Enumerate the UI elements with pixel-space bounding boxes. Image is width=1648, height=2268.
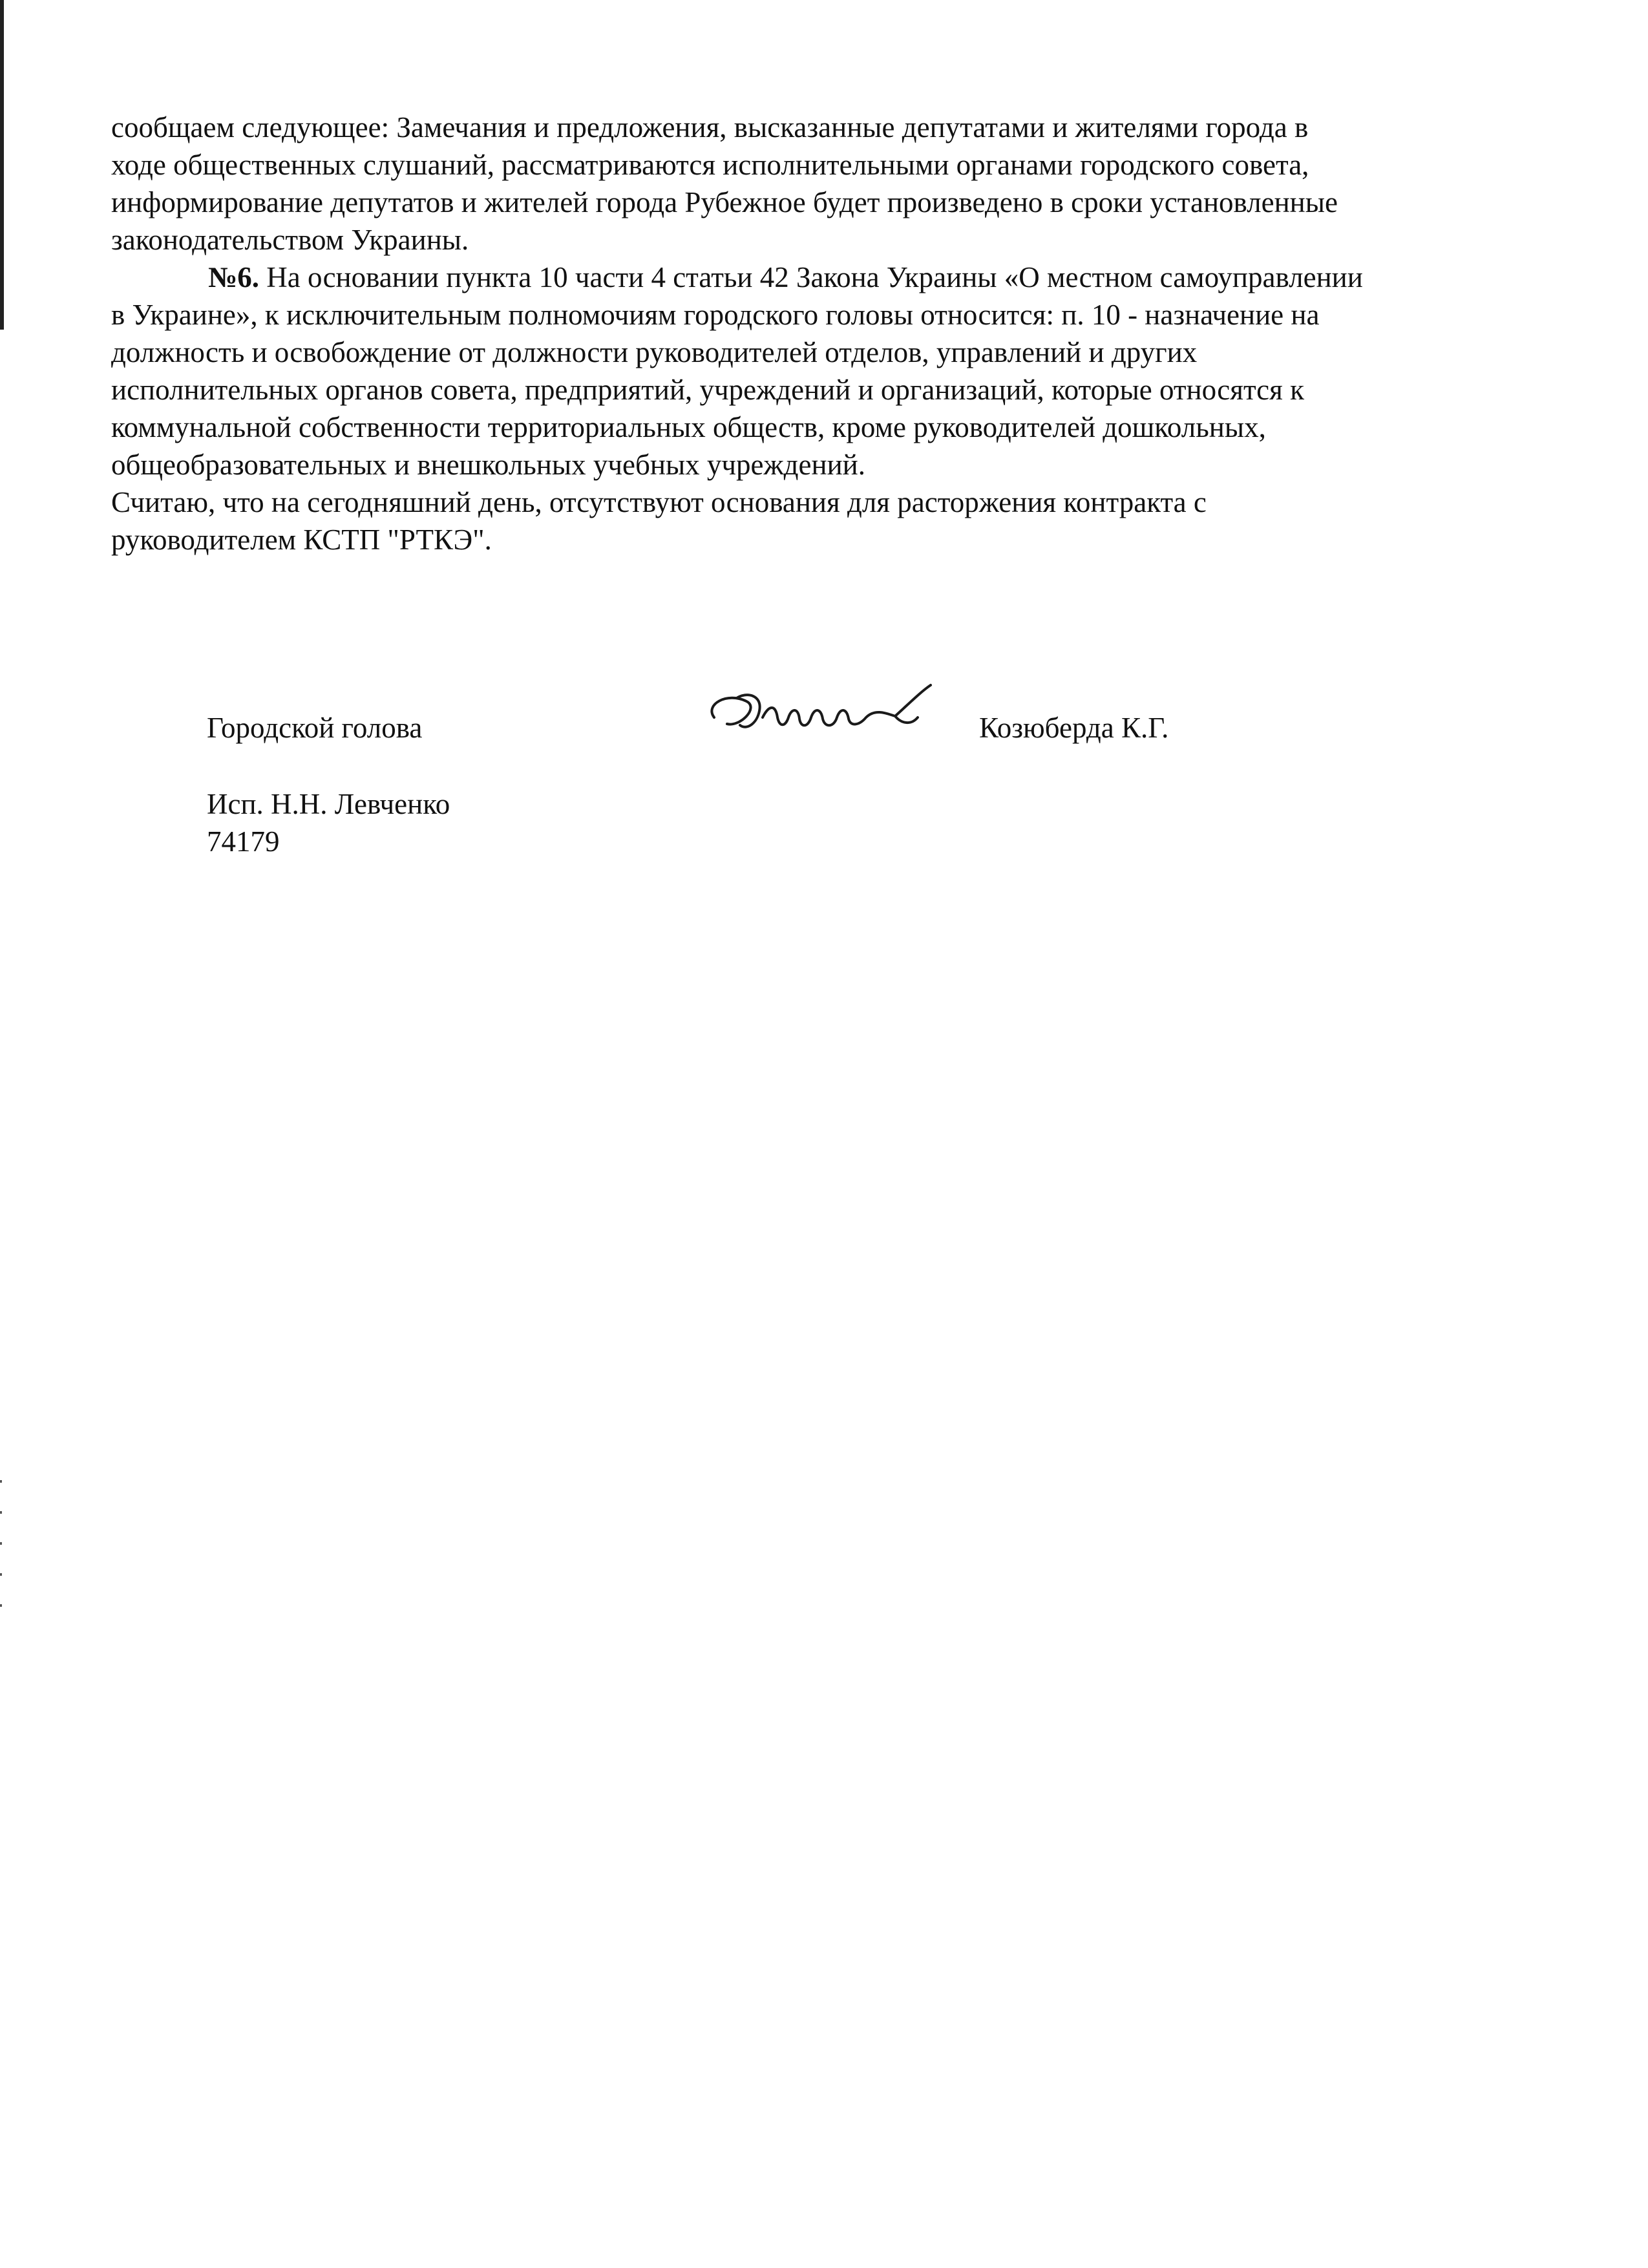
paragraph-item-6-continued — [111, 296, 1539, 483]
text-line: должность и освобождение от должности руководителей отделов, управлений и других — [111, 336, 1198, 368]
text-line — [111, 259, 1539, 296]
scan-hole-marks — [0, 1480, 2, 1616]
text-line: законодательством Украины. — [111, 224, 469, 256]
document-body — [111, 109, 1539, 558]
text-line: сообщаем следующее: Замечания и предложения, высказанные депутатами и жителями города в — [111, 111, 1309, 143]
text-line: руководителем КСТП "РТКЭ". — [111, 524, 492, 556]
handwritten-signature — [701, 679, 947, 756]
item-number: №6. — [208, 261, 259, 293]
text-line: ходе общественных слушаний, рассматриваются исполнительными органами городского совета, — [111, 149, 1309, 181]
paragraph-item-6 — [111, 259, 1539, 296]
executor-name: Исп. Н.Н. Левченко — [207, 788, 450, 820]
item-text: На основании пункта 10 части 4 статьи 42 Закона Украины «О местном самоуправлении — [259, 261, 1363, 293]
scan-edge-mark — [0, 0, 4, 330]
text-line: Считаю, что на сегодняшний день, отсутствуют основания для расторжения контракта с — [111, 486, 1207, 518]
text-line: общеобразовательных и внешкольных учебных учреждений. — [111, 449, 865, 481]
signatory-name: Козюберда К.Г. — [979, 712, 1169, 744]
text-line: коммунальной собственности территориальных обществ, кроме руководителей дошкольных, — [111, 411, 1266, 443]
text-line: исполнительных органов совета, предприятий, учреждений и организаций, которые относятся к — [111, 374, 1304, 406]
paragraph-hearings — [111, 109, 1539, 259]
executor-block — [207, 785, 450, 860]
executor-phone: 74179 — [207, 825, 280, 858]
text-line: в Украине», к исключительным полномочиям городского головы относится: п. 10 - назначение на — [111, 299, 1320, 331]
signatory-position: Городской голова — [207, 712, 423, 744]
paragraph-conclusion — [111, 483, 1539, 558]
text-line: информирование депутатов и жителей города Рубежное будет произведено в сроки установленные — [111, 186, 1338, 218]
